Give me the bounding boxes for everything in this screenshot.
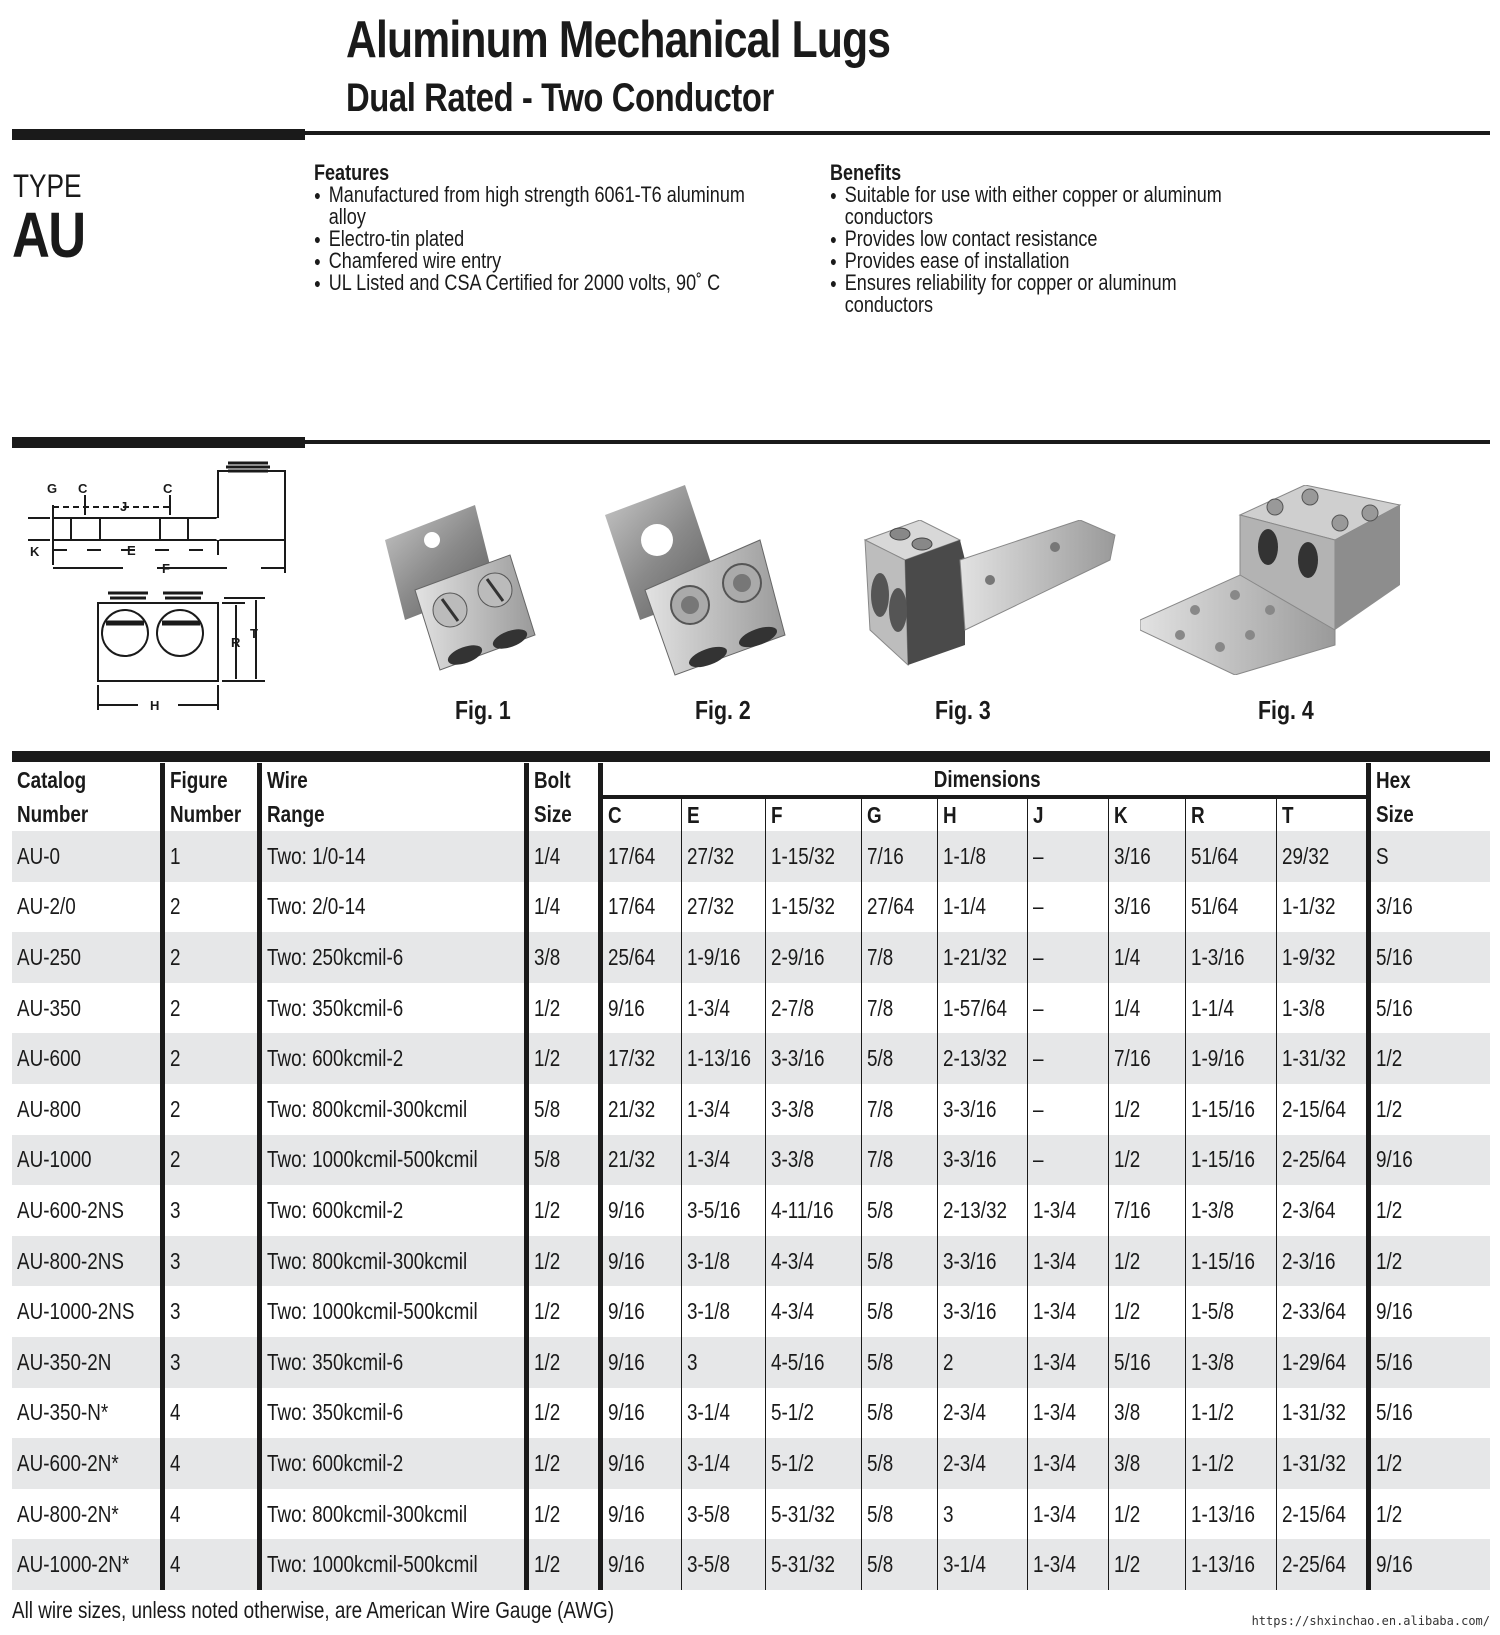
benefits-heading: Benefits [830, 160, 902, 185]
features-section [314, 162, 794, 294]
cell-dim-k: 1/2 [1109, 1236, 1186, 1287]
cell-bolt-size: 1/4 [527, 831, 601, 882]
cell-dim-r: 51/64 [1186, 882, 1277, 933]
cell-dim-c: 21/32 [600, 1084, 681, 1135]
cell-dim-t: 1-31/32 [1276, 1438, 1369, 1489]
cell-dim-f: 3-3/16 [766, 1033, 862, 1084]
cell-dim-g: 5/8 [861, 1337, 937, 1388]
cell-dim-f: 1-15/32 [766, 831, 862, 882]
cell-dim-r: 1-1/2 [1186, 1438, 1277, 1489]
table-row [12, 1236, 1490, 1287]
table-row [12, 1489, 1490, 1540]
cell-dim-c: 9/16 [600, 1489, 681, 1540]
watermark-url: https://shxinchao.en.alibaba.com/ [1251, 1614, 1490, 1628]
cell-dim-k: 7/16 [1109, 1185, 1186, 1236]
cell-dim-e: 27/32 [682, 831, 766, 882]
cell-dim-g: 5/8 [861, 1236, 937, 1287]
table-row [12, 1438, 1490, 1489]
cell-catalog-number: AU-350-N* [17, 1399, 109, 1426]
cell-dim-r: 1-1/4 [1186, 983, 1277, 1034]
cell-catalog-number: AU-0 [12, 831, 163, 882]
cell-catalog-number: AU-600-2NS [17, 1196, 124, 1223]
cell-wire-range: Two: 2/0-14 [260, 882, 527, 933]
table-body [12, 831, 1490, 1590]
cell-dim-t: 1-3/8 [1276, 983, 1369, 1034]
cell-dim-c: 9/16 [600, 1438, 681, 1489]
cell-dim-k: 3/16 [1109, 831, 1186, 882]
benefits-section [830, 162, 1350, 316]
cell-dim-t: 1-31/32 [1276, 1388, 1369, 1439]
cell-dim-t: 2-3/16 [1276, 1236, 1369, 1287]
col-header-hex: Hex [1376, 766, 1411, 793]
cell-wire-range: Two: 800kcmil-300kcmil [260, 1236, 527, 1287]
cell-dim-r: 1-3/8 [1186, 1185, 1277, 1236]
cell-wire-range: Two: 350kcmil-6 [260, 1337, 527, 1388]
figure-3-label: Fig. 3 [935, 695, 991, 725]
table-row [12, 1539, 1490, 1590]
table-row [12, 831, 1490, 882]
cell-hex-size: 1/2 [1369, 1236, 1490, 1287]
cell-bolt-size: 1/2 [527, 1337, 601, 1388]
figure-1-label: Fig. 1 [455, 695, 511, 725]
benefit-item: ● Provides low contact resistance [830, 228, 1322, 250]
col-header-figure: Figure [163, 763, 260, 797]
cell-figure-number: 3 [163, 1337, 260, 1388]
cell-dim-g: 7/8 [861, 1135, 937, 1186]
col-header-dimensions: Dimensions [600, 763, 1369, 797]
dimension-diagram [20, 455, 300, 745]
cell-dim-e: 3-5/16 [682, 1185, 766, 1236]
cell-bolt-size: 5/8 [527, 1135, 601, 1186]
table-row [12, 1388, 1490, 1439]
cell-bolt-size: 1/2 [527, 983, 601, 1034]
cell-dim-f: 5-1/2 [766, 1438, 862, 1489]
cell-dim-h: 1-1/8 [937, 831, 1027, 882]
section-rule-right [305, 440, 1490, 444]
feature-item: ● Manufactured from high strength 6061-T6 aluminum alloy [314, 184, 757, 228]
table-top-rule [12, 751, 1490, 762]
cell-dim-g: 5/8 [861, 1185, 937, 1236]
cell-dim-f: 3-3/8 [766, 1084, 862, 1135]
cell-hex-size: 1/2 [1369, 1084, 1490, 1135]
figure-4-label: Fig. 4 [1258, 695, 1314, 725]
cell-dim-c: 17/64 [600, 882, 681, 933]
cell-dim-k: 3/16 [1109, 882, 1186, 933]
cell-hex-size: 9/16 [1369, 1286, 1490, 1337]
cell-hex-size: 3/16 [1369, 882, 1490, 933]
cell-dim-c: 17/64 [600, 831, 681, 882]
cell-dim-h: 3-3/16 [937, 1236, 1027, 1287]
cell-dim-c: 9/16 [600, 1286, 681, 1337]
cell-dim-r: 1-15/16 [1186, 1236, 1277, 1287]
cell-dim-r: 1-3/16 [1186, 932, 1277, 983]
table-row [12, 882, 1490, 933]
cell-dim-g: 7/8 [861, 983, 937, 1034]
cell-dim-g: 5/8 [861, 1489, 937, 1540]
cell-wire-range: Two: 600kcmil-2 [260, 1185, 527, 1236]
cell-hex-size: S [1369, 831, 1490, 882]
cell-figure-number: 4 [163, 1438, 260, 1489]
col-header-dim-g: G [861, 797, 937, 831]
cell-dim-e: 1-3/4 [682, 983, 766, 1034]
cell-dim-h: 3-3/16 [937, 1286, 1027, 1337]
cell-dim-k: 3/8 [1109, 1438, 1186, 1489]
page-title: Aluminum Mechanical Lugs [346, 11, 891, 69]
cell-dim-g: 7/8 [861, 1084, 937, 1135]
cell-bolt-size: 1/2 [527, 1539, 601, 1590]
cell-dim-e: 1-13/16 [682, 1033, 766, 1084]
cell-dim-r: 1-15/16 [1186, 1135, 1277, 1186]
cell-dim-h: 2-13/32 [937, 1185, 1027, 1236]
cell-dim-c: 9/16 [600, 1337, 681, 1388]
footnote: All wire sizes, unless noted otherwise, are American Wire Gauge (AWG) [12, 1597, 614, 1623]
feature-item: ● UL Listed and CSA Certified for 2000 volts, 90˚ C [314, 272, 806, 294]
cell-dim-h: 3-3/16 [937, 1084, 1027, 1135]
cell-wire-range: Two: 1000kcmil-500kcmil [260, 1286, 527, 1337]
table-row [12, 1337, 1490, 1388]
cell-dim-c: 9/16 [600, 1236, 681, 1287]
cell-dim-j: – [1027, 882, 1109, 933]
cell-dim-h: 3-1/4 [937, 1539, 1027, 1590]
type-code: AU [12, 199, 85, 271]
cell-dim-g: 5/8 [861, 1388, 937, 1439]
cell-dim-g: 5/8 [861, 1438, 937, 1489]
cell-wire-range: Two: 600kcmil-2 [260, 1438, 527, 1489]
cell-dim-r: 1-5/8 [1186, 1286, 1277, 1337]
svg-text:T: T [250, 626, 258, 641]
cell-dim-r: 1-13/16 [1186, 1489, 1277, 1540]
cell-dim-t: 2-25/64 [1276, 1539, 1369, 1590]
cell-catalog-number: AU-1000 [12, 1135, 163, 1186]
cell-catalog-number: AU-800-2N* [17, 1500, 119, 1527]
cell-dim-h: 2-13/32 [937, 1033, 1027, 1084]
cell-dim-h: 3 [937, 1489, 1027, 1540]
cell-dim-r: 51/64 [1186, 831, 1277, 882]
col-header-dim-k: K [1109, 797, 1186, 831]
cell-hex-size: 1/2 [1369, 1438, 1490, 1489]
cell-wire-range: Two: 1000kcmil-500kcmil [260, 1135, 527, 1186]
cell-dim-c: 9/16 [600, 1388, 681, 1439]
cell-wire-range: Two: 600kcmil-2 [260, 1033, 527, 1084]
cell-catalog-number: AU-350-2N [12, 1337, 163, 1388]
cell-dim-c: 9/16 [600, 1539, 681, 1590]
cell-dim-f: 4-11/16 [766, 1185, 862, 1236]
cell-dim-r: 1-9/16 [1186, 1033, 1277, 1084]
feature-item: ● Electro-tin plated [314, 228, 708, 250]
cell-dim-j: 1-3/4 [1027, 1337, 1109, 1388]
cell-dim-t: 1-31/32 [1276, 1033, 1369, 1084]
cell-dim-e: 3-1/4 [682, 1438, 766, 1489]
cell-dim-h: 3-3/16 [937, 1135, 1027, 1186]
cell-dim-t: 1-1/32 [1276, 882, 1369, 933]
cell-dim-e: 27/32 [682, 882, 766, 933]
cell-dim-r: 1-13/16 [1186, 1539, 1277, 1590]
col-header-dim-j: J [1027, 797, 1109, 831]
cell-wire-range: Two: 800kcmil-300kcmil [260, 1489, 527, 1540]
cell-dim-f: 2-9/16 [766, 932, 862, 983]
cell-bolt-size: 3/8 [527, 932, 601, 983]
figure-3-image [860, 520, 1130, 670]
cell-dim-f: 4-5/16 [766, 1337, 862, 1388]
cell-dim-h: 1-1/4 [937, 882, 1027, 933]
cell-dim-j: 1-3/4 [1027, 1489, 1109, 1540]
cell-wire-range: Two: 1000kcmil-500kcmil [260, 1539, 527, 1590]
cell-dim-j: 1-3/4 [1027, 1286, 1109, 1337]
col-header-bolt: Bolt [527, 763, 601, 797]
cell-dim-f: 1-15/32 [766, 882, 862, 933]
svg-text:E: E [127, 543, 136, 558]
cell-dim-f: 5-31/32 [766, 1539, 862, 1590]
cell-wire-range: Two: 350kcmil-6 [260, 1388, 527, 1439]
figure-1-image [380, 495, 560, 685]
cell-dim-e: 3-1/8 [682, 1286, 766, 1337]
cell-dim-c: 9/16 [600, 1185, 681, 1236]
cell-dim-g: 5/8 [861, 1286, 937, 1337]
cell-dim-j: 1-3/4 [1027, 1185, 1109, 1236]
cell-dim-e: 1-3/4 [682, 1084, 766, 1135]
col-header-dim-c: C [600, 797, 681, 831]
col-header-dim-t: T [1276, 797, 1369, 831]
cell-catalog-number: AU-600 [12, 1033, 163, 1084]
cell-dim-j: 1-3/4 [1027, 1236, 1109, 1287]
svg-text:J: J [120, 499, 128, 514]
cell-dim-f: 5-1/2 [766, 1388, 862, 1439]
feature-item: ● Chamfered wire entry [314, 250, 708, 272]
spec-table [12, 763, 1490, 1590]
cell-dim-e: 3-5/8 [682, 1539, 766, 1590]
figure-2-image [600, 485, 800, 685]
cell-dim-t: 29/32 [1276, 831, 1369, 882]
col-header-bolt-2: Size [527, 797, 601, 831]
cell-bolt-size: 1/2 [527, 1185, 601, 1236]
cell-dim-t: 1-29/64 [1276, 1337, 1369, 1388]
cell-catalog-number: AU-2/0 [17, 893, 76, 920]
features-heading: Features [314, 160, 390, 185]
cell-dim-h: 1-57/64 [937, 983, 1027, 1034]
cell-dim-e: 3-1/8 [682, 1236, 766, 1287]
cell-dim-e: 3-5/8 [682, 1489, 766, 1540]
cell-figure-number: 3 [163, 1236, 260, 1287]
cell-dim-j: – [1027, 831, 1109, 882]
cell-dim-g: 5/8 [861, 1033, 937, 1084]
cell-dim-f: 2-7/8 [766, 983, 862, 1034]
cell-dim-t: 2-25/64 [1276, 1135, 1369, 1186]
svg-text:F: F [162, 561, 170, 576]
cell-bolt-size: 1/2 [527, 1438, 601, 1489]
cell-dim-k: 5/16 [1109, 1337, 1186, 1388]
cell-figure-number: 3 [163, 1286, 260, 1337]
svg-text:K: K [30, 544, 40, 559]
cell-dim-f: 4-3/4 [766, 1236, 862, 1287]
cell-dim-r: 1-15/16 [1186, 1084, 1277, 1135]
cell-figure-number: 2 [163, 1084, 260, 1135]
benefit-item: ● Provides ease of installation [830, 250, 1322, 272]
cell-hex-size: 5/16 [1369, 932, 1490, 983]
table-row [12, 1084, 1490, 1135]
table-row [12, 1286, 1490, 1337]
cell-hex-size: 9/16 [1369, 1135, 1490, 1186]
page-subtitle: Dual Rated - Two Conductor [346, 76, 774, 120]
cell-dim-j: – [1027, 1084, 1109, 1135]
col-header-dim-h: H [937, 797, 1027, 831]
cell-dim-r: 1-3/8 [1186, 1337, 1277, 1388]
cell-figure-number: 3 [163, 1185, 260, 1236]
svg-text:H: H [150, 698, 160, 713]
cell-hex-size: 1/2 [1369, 1185, 1490, 1236]
cell-figure-number: 2 [163, 1135, 260, 1186]
table-row [12, 1135, 1490, 1186]
col-header-catalog-2: Number [17, 800, 89, 827]
type-label: TYPE [13, 168, 82, 204]
cell-hex-size: 5/16 [1369, 1388, 1490, 1439]
cell-bolt-size: 1/2 [527, 1236, 601, 1287]
col-header-dim-r: R [1186, 797, 1277, 831]
cell-wire-range: Two: 800kcmil-300kcmil [260, 1084, 527, 1135]
cell-dim-t: 2-33/64 [1276, 1286, 1369, 1337]
cell-hex-size: 5/16 [1369, 983, 1490, 1034]
cell-dim-h: 2-3/4 [937, 1438, 1027, 1489]
col-header-dim-f: F [766, 797, 862, 831]
cell-figure-number: 2 [163, 1033, 260, 1084]
cell-figure-number: 2 [163, 932, 260, 983]
svg-text:C: C [163, 481, 173, 496]
cell-dim-e: 3-1/4 [682, 1388, 766, 1439]
cell-dim-k: 7/16 [1109, 1033, 1186, 1084]
cell-dim-g: 7/16 [861, 831, 937, 882]
cell-dim-t: 1-9/32 [1276, 932, 1369, 983]
cell-catalog-number: AU-1000-2N* [12, 1539, 163, 1590]
cell-dim-k: 1/2 [1109, 1489, 1186, 1540]
cell-dim-j: – [1027, 1135, 1109, 1186]
section-rule-left [12, 437, 305, 448]
svg-text:G: G [47, 481, 58, 496]
cell-bolt-size: 1/2 [527, 1388, 601, 1439]
cell-hex-size: 1/2 [1369, 1033, 1490, 1084]
header-rule-right [305, 131, 1490, 135]
header-row-1 [12, 763, 1490, 797]
cell-hex-size: 9/16 [1369, 1539, 1490, 1590]
cell-dim-c: 9/16 [600, 983, 681, 1034]
cell-figure-number: 4 [163, 1539, 260, 1590]
cell-bolt-size: 1/2 [527, 1286, 601, 1337]
cell-dim-c: 17/32 [600, 1033, 681, 1084]
table-row [12, 932, 1490, 983]
cell-wire-range: Two: 1/0-14 [260, 831, 527, 882]
cell-bolt-size: 1/2 [527, 1033, 601, 1084]
col-header-wire-2: Range [260, 797, 527, 831]
svg-text:R: R [231, 635, 241, 650]
cell-dim-e: 1-3/4 [682, 1135, 766, 1186]
header-rule-left [12, 129, 305, 140]
cell-dim-g: 27/64 [861, 882, 937, 933]
cell-dim-c: 25/64 [600, 932, 681, 983]
cell-dim-j: 1-3/4 [1027, 1438, 1109, 1489]
cell-figure-number: 4 [163, 1489, 260, 1540]
col-header-figure-2: Number [163, 797, 260, 831]
col-header-hex-2: Size [1369, 797, 1490, 831]
cell-catalog-number: AU-800-2NS [12, 1236, 163, 1287]
benefit-item: ● Suitable for use with either copper or aluminum conductors [830, 184, 1248, 228]
cell-catalog-number: AU-800 [17, 1095, 81, 1122]
cell-dim-g: 7/8 [861, 932, 937, 983]
cell-bolt-size: 5/8 [527, 1084, 601, 1135]
figure-2-label: Fig. 2 [695, 695, 751, 725]
cell-figure-number: 2 [163, 983, 260, 1034]
col-header-catalog: Catalog [17, 766, 87, 793]
cell-dim-h: 2 [937, 1337, 1027, 1388]
table-row [12, 1185, 1490, 1236]
header-row-2 [12, 797, 1490, 831]
cell-catalog-number: AU-1000-2NS [17, 1298, 135, 1325]
cell-wire-range: Two: 350kcmil-6 [260, 983, 527, 1034]
cell-bolt-size: 1/4 [527, 882, 601, 933]
cell-dim-k: 1/2 [1109, 1286, 1186, 1337]
figure-4-image [1140, 485, 1420, 675]
cell-wire-range: Two: 250kcmil-6 [260, 932, 527, 983]
cell-dim-j: 1-3/4 [1027, 1388, 1109, 1439]
cell-dim-j: – [1027, 983, 1109, 1034]
table-row [12, 983, 1490, 1034]
cell-dim-h: 1-21/32 [937, 932, 1027, 983]
cell-dim-j: 1-3/4 [1027, 1539, 1109, 1590]
cell-dim-k: 1/2 [1109, 1539, 1186, 1590]
table-row [12, 1033, 1490, 1084]
cell-dim-k: 1/2 [1109, 1135, 1186, 1186]
cell-dim-f: 5-31/32 [766, 1489, 862, 1540]
cell-dim-k: 1/2 [1109, 1084, 1186, 1135]
cell-catalog-number: AU-600-2N* [12, 1438, 163, 1489]
cell-dim-e: 3 [682, 1337, 766, 1388]
cell-figure-number: 2 [163, 882, 260, 933]
col-header-dim-e: E [682, 797, 766, 831]
cell-dim-k: 1/4 [1109, 983, 1186, 1034]
cell-dim-t: 2-15/64 [1276, 1084, 1369, 1135]
cell-dim-e: 1-9/16 [682, 932, 766, 983]
cell-dim-j: – [1027, 1033, 1109, 1084]
cell-dim-g: 5/8 [861, 1539, 937, 1590]
cell-dim-f: 3-3/8 [766, 1135, 862, 1186]
cell-hex-size: 1/2 [1369, 1489, 1490, 1540]
cell-dim-f: 4-3/4 [766, 1286, 862, 1337]
cell-hex-size: 5/16 [1369, 1337, 1490, 1388]
cell-bolt-size: 1/2 [527, 1489, 601, 1540]
cell-dim-k: 1/4 [1109, 932, 1186, 983]
svg-text:C: C [78, 481, 88, 496]
cell-catalog-number: AU-250 [12, 932, 163, 983]
cell-dim-k: 3/8 [1109, 1388, 1186, 1439]
cell-dim-h: 2-3/4 [937, 1388, 1027, 1439]
cell-dim-t: 2-3/64 [1276, 1185, 1369, 1236]
cell-dim-j: – [1027, 932, 1109, 983]
cell-dim-c: 21/32 [600, 1135, 681, 1186]
col-header-wire: Wire [260, 763, 527, 797]
cell-catalog-number: AU-350 [17, 994, 81, 1021]
cell-figure-number: 4 [163, 1388, 260, 1439]
cell-figure-number: 1 [163, 831, 260, 882]
cell-dim-r: 1-1/2 [1186, 1388, 1277, 1439]
cell-dim-t: 2-15/64 [1276, 1489, 1369, 1540]
benefit-item: ● Ensures reliability for copper or aluminum conductors [830, 272, 1207, 316]
